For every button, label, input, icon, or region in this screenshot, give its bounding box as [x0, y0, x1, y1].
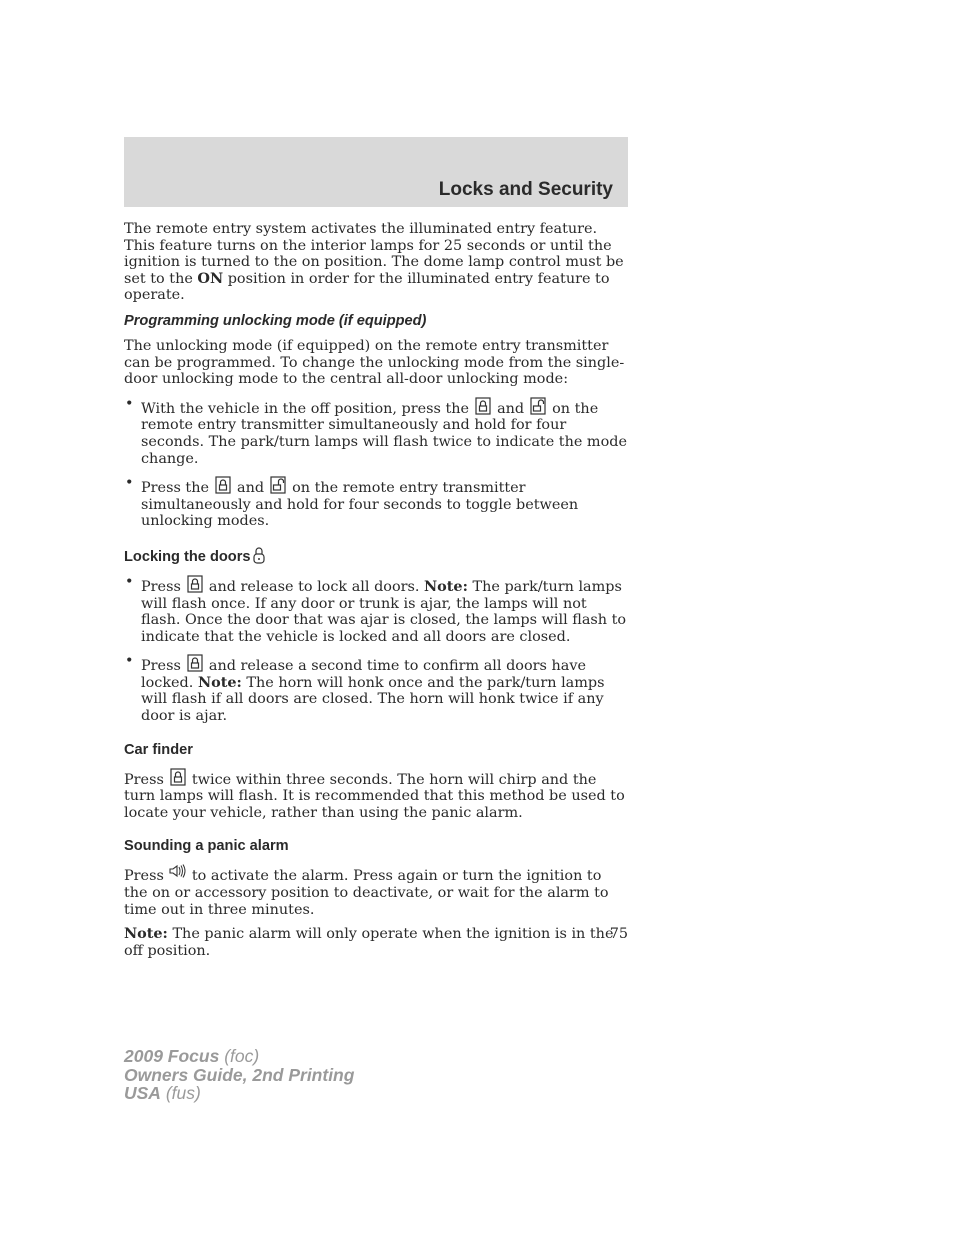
lock-icon: [473, 396, 493, 416]
programming-heading: Programming unlocking mode (if equipped): [124, 312, 427, 329]
lock-icon: [185, 574, 205, 594]
lock-icon: [168, 767, 188, 787]
locking-list: [124, 574, 628, 725]
footer-line-3: USA (fus): [124, 1083, 201, 1103]
intro-paragraph: The remote entry system activates the illuminated entry feature. This feature turns on the interior lamps for 25 seconds or until the ignition is turned to the on position. The dome lamp control must be set to the ON position in order for the illuminated entry feature to operate.: [124, 221, 624, 304]
section-header-band: [124, 137, 628, 207]
programming-list: [124, 396, 628, 530]
list-item: • Press and release a second time to confirm all doors have locked. Note: The horn will honk once and the park/turn lamps will flash if all doors are closed. The horn will honk twice if any door is ajar.: [124, 653, 628, 724]
footer-line-1: 2009 Focus (foc): [124, 1046, 260, 1066]
panic-heading: Sounding a panic alarm: [124, 838, 289, 855]
list-item: • Press and release to lock all doors. Note: The park/turn lamps will flash once. If any door or trunk is ajar, the lamps will not flash. Once the door that was ajar is closed, the lamps will flash to indicate that the vehicle is locked and all doors are closed.: [124, 574, 628, 645]
list-item: • Press the and on the remote entry transmitter simultaneously and hold for four seconds to toggle between unlocking modes.: [124, 475, 628, 530]
panic-paragraph: Press to activate the alarm. Press again or turn the ignition to the on or accessory position to deactivate, or wait for the alarm to time out in three minutes.: [124, 863, 628, 918]
unlock-icon: [268, 475, 288, 495]
car-finder-paragraph: Press twice within three seconds. The horn will chirp and the turn lamps will flash. It is recommended that this method be used to locate your vehicle, rather than using the panic alarm.: [124, 767, 628, 822]
panic-horn-icon: [168, 863, 188, 883]
lock-icon: [213, 475, 233, 495]
page-content: [124, 221, 628, 967]
panic-note: Note: The panic alarm will only operate when the ignition is in the off position.: [124, 925, 614, 959]
locking-heading: Locking the doors: [124, 546, 628, 566]
section-title: Locks and Security: [438, 179, 613, 200]
key-fob-lock-icon: [252, 546, 266, 564]
car-finder-heading: Car finder: [124, 741, 193, 758]
footer: [124, 1047, 354, 1103]
unlock-icon: [528, 396, 548, 416]
page-number: 75: [609, 926, 628, 942]
programming-intro: The unlocking mode (if equipped) on the remote entry transmitter can be programmed. To change the unlocking mode from the single-door unlocking mode to the central all-door unlocking mode:: [124, 337, 625, 388]
footer-line-2: Owners Guide, 2nd Printing: [124, 1064, 355, 1085]
list-item: • With the vehicle in the off position, press the and on the remote entry transmitter simultaneously and hold for four seconds. The park/turn lamps will flash twice to indicate the mode change.: [124, 396, 628, 467]
lock-icon: [185, 653, 205, 673]
